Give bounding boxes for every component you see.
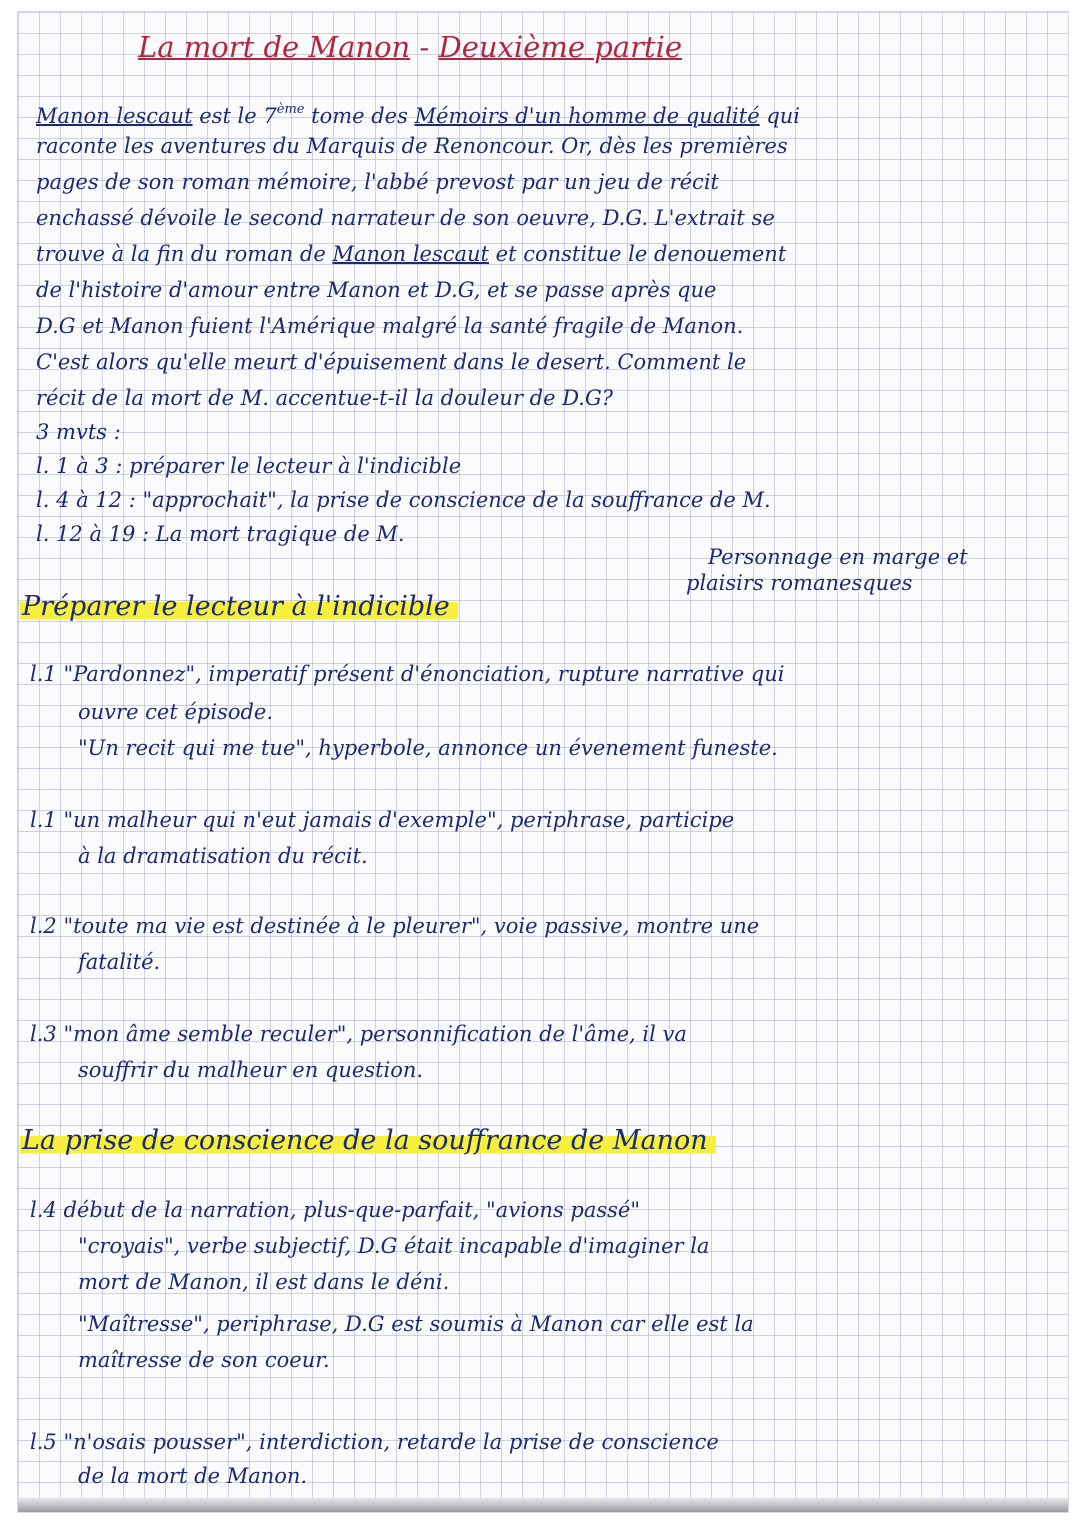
s1-entry-2-line-1: [30, 806, 734, 834]
intro-text: tome des: [304, 104, 415, 128]
section-2-heading: [20, 1124, 716, 1158]
plan-item-3: l. 12 à 19 : La mort tragique de M.: [36, 522, 405, 546]
intro-line-3: pages de son roman mémoire, l'abbé prevost par un jeu de récit: [36, 170, 719, 194]
intro-text: qui: [759, 104, 801, 128]
title-part-1: La mort de Manon: [138, 30, 411, 64]
entry-text: "un malheur qui n'eut jamais d'exemple", periphrase, participe: [63, 808, 735, 832]
s2-entry-1-line-1: [30, 1196, 640, 1224]
line-ref: l.1: [30, 808, 57, 832]
s1-entry-1-line-1: [30, 660, 784, 688]
s2-entry-1-line-3: mort de Manon, il est dans le déni.: [78, 1270, 450, 1294]
plan-item-2: l. 4 à 12 : "approchait", la prise de conscience de la souffrance de M.: [36, 488, 771, 512]
s1-entry-3-line-2: fatalité.: [78, 950, 161, 974]
section-2-heading-text: La prise de conscience de la souffrance de Manon: [20, 1125, 716, 1156]
s2-entry-1-line-4: "Maîtresse", periphrase, D.G est soumis à Manon car elle est la: [78, 1312, 754, 1336]
margin-note: [686, 544, 968, 596]
intro-line-8: C'est alors qu'elle meurt d'épuisement dans le desert. Comment le: [36, 350, 747, 374]
s1-entry-2-line-2: à la dramatisation du récit.: [78, 844, 368, 868]
s1-entry-4-line-1: [30, 1020, 687, 1048]
line-ref: l.1: [30, 662, 57, 686]
intro-memoirs-title: Mémoirs d'un homme de qualité: [414, 104, 760, 128]
plan-item-1: l. 1 à 3 : préparer le lecteur à l'indicible: [36, 454, 462, 478]
intro-work-title-2: Manon lescaut: [332, 242, 489, 266]
intro-superscript: ème: [276, 102, 305, 117]
entry-text: "n'osais pousser", interdiction, retarde la prise de conscience: [63, 1430, 719, 1454]
line-ref: l.4: [30, 1198, 57, 1222]
section-1-heading-text: Préparer le lecteur à l'indicible: [20, 591, 458, 622]
s1-entry-1-line-2: ouvre cet épisode.: [78, 700, 274, 724]
intro-text: trouve à la fin du roman de: [36, 242, 333, 266]
s1-entry-3-line-1: [30, 912, 759, 940]
page-title: [138, 30, 682, 64]
s2-entry-1-line-2: "croyais", verbe subjectif, D.G était incapable d'imaginer la: [78, 1234, 710, 1258]
s1-entry-4-line-2: souffrir du malheur en question.: [78, 1058, 424, 1082]
plan-label: 3 mvts :: [36, 420, 121, 444]
s1-entry-1-line-3: "Un recit qui me tue", hyperbole, annonce un évenement funeste.: [78, 736, 778, 760]
title-part-2: Deuxième partie: [438, 30, 683, 64]
intro-line-2: raconte les aventures du Marquis de Renoncour. Or, dès les premières: [36, 134, 788, 158]
intro-work-title: Manon lescaut: [36, 104, 193, 128]
s2-entry-2-line-1: [30, 1428, 719, 1456]
title-dash: -: [410, 30, 439, 64]
s2-entry-2-line-2: de la mort de Manon.: [78, 1464, 308, 1488]
entry-text: "toute ma vie est destinée à le pleurer", voie passive, montre une: [63, 914, 760, 938]
entry-text: "mon âme semble reculer", personnification de l'âme, il va: [63, 1022, 687, 1046]
line-ref: l.2: [30, 914, 57, 938]
intro-text: est le 7: [192, 104, 277, 128]
entry-text: début de la narration, plus-que-parfait, "avions passé": [63, 1198, 641, 1222]
entry-text: "Pardonnez", imperatif présent d'énonciation, rupture narrative qui: [63, 662, 785, 686]
line-ref: l.3: [30, 1022, 57, 1046]
intro-line-4: enchassé dévoile le second narrateur de son oeuvre, D.G. L'extrait se: [36, 206, 775, 230]
intro-line-6: de l'histoire d'amour entre Manon et D.G, et se passe après que: [36, 278, 717, 302]
notebook-page: [18, 12, 1068, 1512]
intro-line-1: [36, 96, 800, 130]
intro-line-9: récit de la mort de M. accentue-t-il la douleur de D.G?: [36, 386, 613, 410]
line-ref: l.5: [30, 1430, 57, 1454]
intro-line-7: D.G et Manon fuient l'Amérique malgré la santé fragile de Manon.: [36, 314, 744, 338]
intro-line-5: [36, 240, 786, 268]
intro-text: et constitue le denouement: [489, 242, 787, 266]
s2-entry-1-line-5: maîtresse de son coeur.: [78, 1348, 330, 1372]
section-1-heading: [20, 590, 458, 624]
margin-note-line-2: plaisirs romanesques: [686, 571, 913, 595]
margin-note-line-1: Personnage en marge et: [708, 545, 968, 569]
